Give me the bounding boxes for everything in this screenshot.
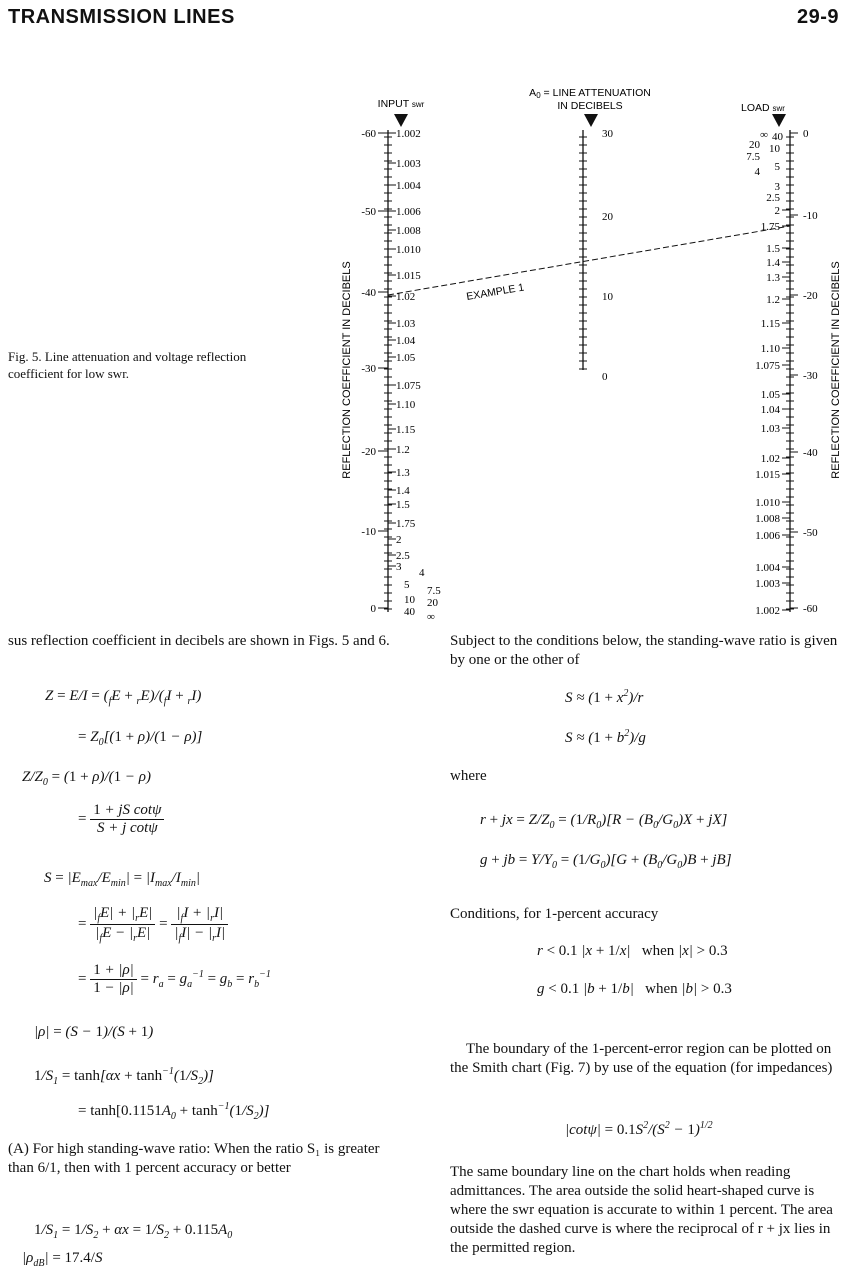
input-swr-label: 1.04 [396, 335, 416, 347]
equation-tanh2: = $\tanh[0.1151A_0 + \tanh^{-1}(1/S_2)]$ [78, 1101, 270, 1122]
load-swr-label: 1.002 [755, 605, 780, 617]
example-label: EXAMPLE 1 [465, 281, 526, 303]
load-swr-label: 1.006 [755, 530, 780, 542]
figure-caption: Fig. 5. Line attenuation and voltage reflection coefficient for low swr. [8, 349, 247, 381]
equation-boundary: $|\cot\psi| = 0.1S^2/(S^2 - 1)^{1/2}$ [565, 1120, 713, 1138]
input-db-label: -20 [361, 446, 376, 458]
page-number: 29-9 [796, 6, 839, 28]
input-swr-label: 1.010 [396, 244, 421, 256]
load-swr-label: 1.010 [755, 497, 780, 509]
input-swr-label: 1.3 [396, 467, 410, 479]
atten-label: 0 [602, 371, 608, 383]
attenuation-scale-title: A0 = LINE ATTENUATION [529, 87, 651, 100]
equation-swr2: = $\frac{|_fE| + |_rE|}{|_fE - |_rE|}$ = $\frac{|_fI + |_rI|}{|_fI| - |_rI|}$ [78, 905, 228, 944]
input-db-label: 0 [370, 603, 376, 615]
input-scale-title: INPUT swr [377, 98, 425, 110]
load-swr-label: 1.3 [766, 272, 780, 284]
load-swr-label: 20 [749, 139, 760, 151]
equation-rho: |ρ| = (S − 1)/(S + 1) [34, 1024, 154, 1040]
load-swr-label: 2.5 [766, 192, 780, 204]
final-paragraph: The same boundary line on the chart holds when reading admittances. The area outside the solid heart-shaped curve is where the swr equation is accurate to within 1 percent. The area outside the dashed curve is where the reciprocal of r + jx lies in the permitted region. [450, 1164, 833, 1256]
input-swr-label: 4 [419, 567, 425, 579]
input-swr-label: 3 [396, 561, 402, 573]
input-swr-label: 1.003 [396, 158, 421, 170]
input-swr-label: 1.002 [396, 128, 421, 140]
load-db-label: -50 [803, 527, 818, 539]
load-swr-label: 1.2 [766, 294, 780, 306]
input-swr-label: 1.004 [396, 180, 421, 192]
equation-rho-db: $|\rho_{dB}| = 17.4/S$ [22, 1250, 103, 1269]
left-intro-text: sus reflection coefficient in decibels are shown in Figs. 5 and 6. [8, 633, 390, 649]
equation-z2: = $Z_0[(1 + \rho)/(1 - \rho)]$ [78, 729, 203, 748]
input-swr-label: 1.05 [396, 352, 416, 364]
input-db-label: -60 [361, 128, 376, 140]
right-intro-text: Subject to the conditions below, the standing-wave ratio is given by one or the other of [450, 633, 838, 668]
load-swr-label: ∞ [760, 129, 768, 141]
input-swr-label: 1.15 [396, 424, 416, 436]
condition-g: g < 0.1 |b + 1/b| when |b| > 0.3 [537, 981, 732, 997]
equation-z: $Z = E/I = (_fE + _rE)/(_fI + _rI)$ [45, 688, 202, 707]
load-swr-label: 7.5 [746, 151, 760, 163]
load-swr-label: 1.15 [760, 318, 780, 330]
load-db-label: -40 [803, 447, 818, 459]
right-axis-label: REFLECTION COEFFICIENT IN DECIBELS [830, 261, 842, 479]
load-db-label: -20 [803, 290, 818, 302]
load-db-label: 0 [803, 128, 809, 140]
atten-label: 20 [602, 211, 613, 223]
left-axis-label: REFLECTION COEFFICIENT IN DECIBELS [341, 261, 353, 479]
running-head-title: TRANSMISSION LINES [8, 6, 235, 28]
input-db-label: -50 [361, 206, 376, 218]
load-db-label: -30 [803, 370, 818, 382]
load-db-label: -10 [803, 210, 818, 222]
input-db-label: -30 [361, 363, 376, 375]
atten-label: 30 [602, 128, 613, 140]
input-swr-label: 1.5 [396, 499, 410, 511]
boundary-text: The boundary of the 1-percent-error region can be plotted on the Smith chart (Fig. 7) by use of the equation (for impedances) [450, 1041, 833, 1076]
input-swr-label: 1.03 [396, 318, 416, 330]
input-swr-label: 1.4 [396, 485, 410, 497]
condition-r: r < 0.1 |x + 1/x| when |x| > 0.3 [537, 943, 728, 959]
load-swr-label: 1.03 [760, 423, 780, 435]
load-swr-label: 5 [774, 161, 780, 173]
load-scale-title: LOAD swr [741, 102, 785, 114]
example-line [388, 226, 790, 295]
load-swr-label: 1.10 [760, 343, 780, 355]
input-swr-label: 20 [427, 597, 438, 609]
equation-impedance: r + jx = $Z/Z_0 = (1/R_0)[R - (B_0/G_0)X + jX]$ [480, 812, 728, 831]
equation-s-r: $S \approx (1 + x^2)/r$ [565, 688, 644, 706]
load-swr-label: 40 [772, 131, 783, 143]
input-arrow-icon [394, 114, 408, 127]
input-swr-label: 5 [404, 579, 410, 591]
attenuation-scale-title-2: IN DECIBELS [557, 100, 623, 112]
load-swr-label: 10 [769, 143, 780, 155]
load-swr-label: 1.004 [755, 562, 780, 574]
input-db-label: -10 [361, 526, 376, 538]
input-swr-label: 10 [404, 594, 415, 606]
where-text: where [450, 768, 487, 784]
attenuation-arrow-icon [584, 114, 598, 127]
nomogram-figure [0, 0, 847, 630]
conditions-text: Conditions, for 1-percent accuracy [450, 906, 659, 922]
equation-tanh: $1/S_1 = \tanh[\alpha x + \tanh^{-1}(1/S_2)]$ [34, 1066, 214, 1087]
equation-s-g: $S \approx (1 + b^2)/g$ [565, 728, 646, 746]
load-swr-label: 1.008 [755, 513, 780, 525]
input-swr-label: 7.5 [427, 585, 441, 597]
load-arrow-icon [772, 114, 786, 127]
equation-high-swr: $1/S_1 = 1/S_2 + \alpha x = 1/S_2 + 0.115A_0$ [34, 1222, 233, 1241]
load-swr-label: 3 [774, 181, 780, 193]
equation-cot: = $\frac{\text{1 + jS cotψ}}{\text{S + j cotψ}}$ [78, 802, 164, 837]
input-swr-label: ∞ [427, 611, 435, 623]
load-swr-label: 1.02 [760, 453, 780, 465]
equation-z-norm: $Z/Z_0 = (1 + \rho)/(1 - \rho)$ [22, 769, 151, 788]
input-swr-label: 1.006 [396, 206, 421, 218]
load-swr-label: 1.015 [755, 469, 780, 481]
load-swr-label: 2 [774, 205, 780, 217]
atten-label: 10 [602, 291, 613, 303]
input-db-label: -40 [361, 287, 376, 299]
load-swr-label: 1.04 [760, 404, 780, 416]
input-swr-label: 1.10 [396, 399, 416, 411]
section-a-text: (A) For high standing-wave ratio: When the ratio S₁ is greater than 6/1, then with 1 percent accuracy or better [8, 1141, 380, 1176]
input-swr-label: 2 [396, 534, 402, 546]
load-swr-label: 1.003 [755, 578, 780, 590]
load-swr-label: 1.05 [760, 389, 780, 401]
input-swr-label: 1.2 [396, 444, 410, 456]
load-swr-label: 1.4 [766, 257, 780, 269]
input-swr-label: 1.008 [396, 225, 421, 237]
load-db-label: -60 [803, 603, 818, 615]
input-swr-label: 40 [404, 606, 415, 618]
equation-admittance: g + jb = $Y/Y_0 = (1/G_0)[G + (B_0/G_0)B + jB]$ [480, 852, 732, 871]
load-swr-label: 1.5 [766, 243, 780, 255]
load-swr-label: 1.75 [760, 221, 780, 233]
input-swr-label: 1.015 [396, 270, 421, 282]
input-swr-label: 1.75 [396, 518, 416, 530]
load-swr-label: 1.075 [755, 360, 780, 372]
equation-swr: $S = |E_{max}/E_{min}| = |I_{max}/I_{min}|$ [44, 870, 200, 889]
input-swr-label: 2.5 [396, 550, 410, 562]
equation-swr3: = $\frac{1 + |\rho|}{1 - |\rho|}$ = $r_a = g_a^{-1} = g_b = r_b^{-1}$ [78, 962, 271, 996]
input-swr-label: 1.02 [396, 291, 416, 303]
load-swr-label: 4 [754, 166, 760, 178]
input-swr-label: 1.075 [396, 380, 421, 392]
